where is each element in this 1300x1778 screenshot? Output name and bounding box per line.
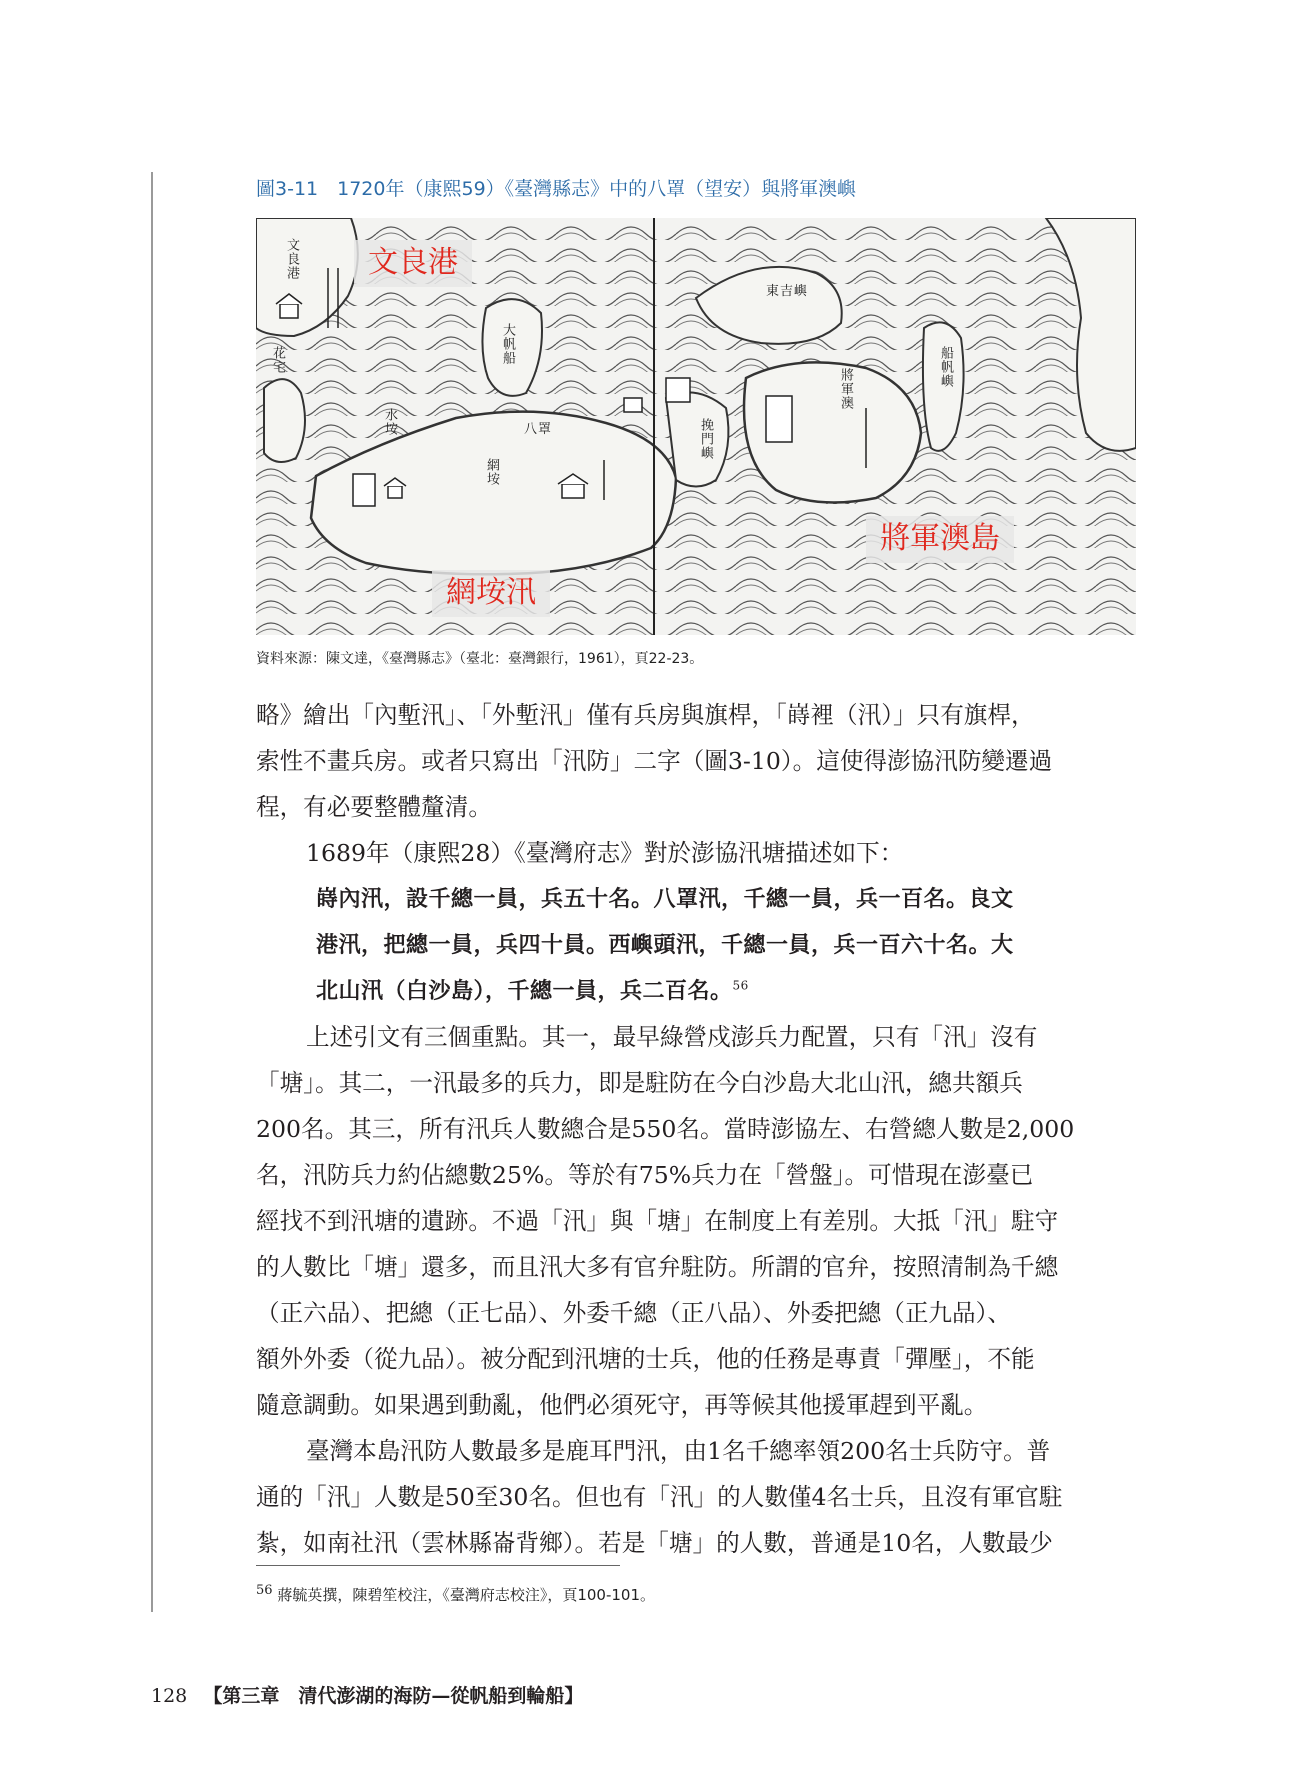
text-line: 上述引文有三個重點。其一，最早綠營戍澎兵力配置，只有「汛」沒有 <box>306 1023 1038 1051</box>
page-number: 128 <box>151 1685 188 1707</box>
map-text-huazhai: 花宅 <box>270 346 285 374</box>
map-text-wanmen: 挽門嶼 <box>698 418 713 460</box>
text-line: 通的「汛」人數是50至30名。但也有「汛」的人數僅4名士兵，且沒有軍官駐 <box>256 1483 1063 1511</box>
chapter-title: 【第三章 清代澎湖的海防—從帆船到輪船】 <box>203 1685 584 1707</box>
paragraph-2 <box>256 830 1136 876</box>
text-line: 經找不到汛塘的遺跡。不過「汛」與「塘」在制度上有差別。大抵「汛」駐守 <box>256 1207 1059 1235</box>
text-line: 隨意調動。如果遇到動亂，他們必須死守，再等候其他援軍趕到平亂。 <box>256 1391 988 1419</box>
map-text-dafan: 大帆船 <box>500 323 515 365</box>
paragraph-3 <box>256 1014 1136 1428</box>
label-wangan-post: 網垵汛 <box>432 570 550 617</box>
text-line: 1689年（康熙28）《臺灣府志》對於澎協汛塘描述如下： <box>306 839 904 867</box>
footnote-text: 蔣毓英撰，陳碧笙校注，《臺灣府志校注》，頁100-101。 <box>277 1586 656 1604</box>
label-wenliang-port: 文良港 <box>354 240 472 287</box>
text-line: 臺灣本島汛防人數最多是鹿耳門汛，由1名千總率領200名士兵防守。普 <box>306 1437 1051 1465</box>
map-text-wangan: 網垵 <box>484 458 499 486</box>
footnote-divider <box>256 1565 620 1566</box>
text-line: 「塘」。其二，一汛最多的兵力，即是駐防在今白沙島大北山汛，總共額兵 <box>256 1069 1023 1097</box>
block-quote <box>316 876 1136 1014</box>
map-text-chuanfan: 船帆嶼 <box>938 346 953 388</box>
map-text-wenliang: 文良港 <box>284 238 299 280</box>
label-jiangjun-island: 將軍澳島 <box>866 516 1014 563</box>
text-line: 程，有必要整體釐清。 <box>256 793 492 821</box>
quote-line <box>316 968 1136 1014</box>
text-line: （正六品）、把總（正七品）、外委千總（正八品）、外委把總（正九品）、 <box>256 1299 1011 1327</box>
map-text-dongji: 東吉嶼 <box>766 284 809 299</box>
historical-map-figure <box>256 218 1136 635</box>
quote-line: 港汛，把總一員，兵四十員。西嶼頭汛，千總一員，兵一百六十名。大 <box>316 932 1014 958</box>
paragraph-1 <box>256 692 1136 830</box>
footnote <box>256 1584 655 1605</box>
map-text-bazhao: 八罩 <box>524 422 553 437</box>
margin-rule <box>151 172 153 1612</box>
map-text-shuian: 水垵 <box>382 408 397 436</box>
figure-source: 資料來源：陳文達，《臺灣縣志》（臺北：臺灣銀行，1961），頁22-23。 <box>256 651 704 667</box>
text-line: 索性不畫兵房。或者只寫出「汛防」二字（圖3-10）。這使得澎協汛防變遷過 <box>256 747 1053 775</box>
text-line: 的人數比「塘」還多，而且汛大多有官弁駐防。所謂的官弁，按照清制為千總 <box>256 1253 1059 1281</box>
text-line: 紮，如南社汛（雲林縣崙背鄉）。若是「塘」的人數，普通是10名，人數最少 <box>256 1529 1053 1557</box>
quote-text: 北山汛（白沙島），千總一員，兵二百名。 <box>316 978 733 1004</box>
paragraph-4 <box>256 1428 1136 1566</box>
map-text-jiangjunao: 將軍澳 <box>838 368 853 410</box>
text-line: 額外外委（從九品）。被分配到汛塘的士兵，他的任務是專責「彈壓」，不能 <box>256 1345 1035 1373</box>
figure-caption: 圖3-11 1720年（康熙59）《臺灣縣志》中的八罩（望安）與將軍澳嶼 <box>256 178 857 200</box>
running-footer <box>151 1681 583 1708</box>
footnote-marker: 56 <box>732 978 749 993</box>
text-line: 略》繪出「內塹汛」、「外塹汛」僅有兵房與旗桿，「嵵裡（汛）」只有旗桿， <box>256 701 1035 729</box>
footnote-number: 56 <box>256 1583 273 1598</box>
quote-line: 嵵內汛，設千總一員，兵五十名。八罩汛，千總一員，兵一百名。良文 <box>316 886 1014 912</box>
text-line: 200名。其三，所有汛兵人數總合是550名。當時澎協左、右營總人數是2,000 <box>256 1115 1075 1143</box>
text-line: 名，汛防兵力約佔總數25%。等於有75%兵力在「營盤」。可惜現在澎臺已 <box>256 1161 1034 1189</box>
